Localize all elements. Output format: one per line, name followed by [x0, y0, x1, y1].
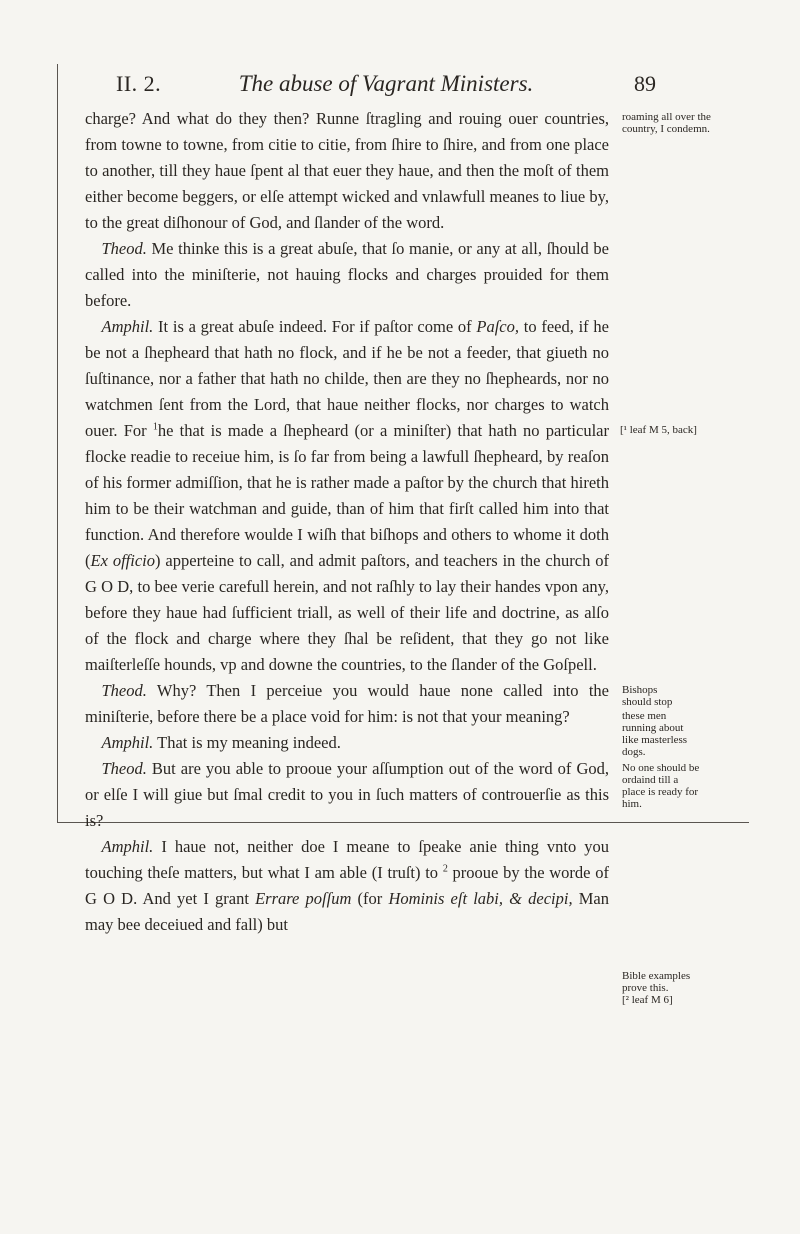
paragraph-1: charge? And what do they then? Runne ſtragling and rouing ouer countries, from towne to towne, from citie to citie, from ſhire to ſhire, and from one place to another, till they haue ſpent al that euer they haue, and then the moſt of them either become beggers, or elſe attempt wicked and vnlawfull meanes to liue by, to the great diſhonour of God, and ſlander of the word. [85, 109, 609, 232]
speech-text: prooue by the worde of G O D. And yet I grant [85, 863, 609, 908]
speech-text: to feed, if he be not a ſhepheard that hath no flock, and if he be not a feeder, that giueth no ſuſtinance, nor a father that hath no childe, then are they no ſhepheards, nor no watchmen ſent from the Lord, that haue neither flocks, nor charges to watch ouer. For [85, 317, 609, 440]
margin-note-bible-examples: Bible examples prove this. [622, 970, 691, 994]
speaker-theod: Theod. [101, 759, 147, 778]
speech-text: It is a great abuſe indeed. For if paſtor come of [153, 317, 477, 336]
margin-note-masterless: these men running about like masterless dogs. [622, 710, 688, 758]
speech-text: (for [351, 889, 389, 908]
paragraph-2 [85, 236, 609, 314]
speech-text: That is my meaning indeed. [153, 733, 341, 752]
footnote-marker: 2 [442, 863, 448, 875]
paragraph-6 [85, 756, 609, 834]
main-text [85, 106, 609, 938]
speech-text: he that is made a ſhepheard (or a miniſter) that hath no particular flocke readie to receiue him, is ſo far from being a lawfull ſhepheard, by reaſon of his former admiſſion, that he is rather made a paſtor by the church that hireth him to be their watchman and guide, than of him that firſt called him into that function. And therefore woulde I wiſh that biſhops and others to whome it doth ( [85, 421, 609, 570]
margin-note-leaf-m6: [² leaf M 6] [622, 994, 673, 1006]
speech-text: Why? Then I perceiue you would haue none called into the miniſterie, before there be a place void for him: is not that your meaning? [85, 681, 609, 726]
footnote-marker: 1 [152, 421, 158, 433]
latin-word: Paſco, [476, 317, 520, 336]
paragraph-3 [85, 314, 609, 678]
speaker-amphil: Amphil. [101, 837, 154, 856]
margin-note-leaf-m5: [¹ leaf M 5, back] [620, 424, 697, 436]
speaker-theod: Theod. [101, 681, 147, 700]
margin-note-ordaind: No one should be ordaind till a place is ready for him. [622, 762, 700, 810]
speaker-amphil: Amphil. [101, 733, 154, 752]
speech-text: ) apperteine to call, and admit paſtors, and teachers in the church of G O D, to bee verie carefull herein, and not raſhly to lay their handes vpon any, before they haue had ſufficient triall, as well of their life and doctrine, as alſo of the flock and charge where they ſhal be reſident, that they go not like maiſterleſſe hounds, vp and downe the countries, to the ſlander of the Goſpell. [85, 551, 609, 674]
speech-text: But are you able to prooue your aſſumption out of the word of God, or elſe I will giue but ſmal credit to you in ſuch matters of controuerſie as this is? [85, 759, 609, 830]
speaker-theod: Theod. [101, 239, 147, 258]
paragraph-4 [85, 678, 609, 730]
page-number: 89 [634, 71, 656, 96]
latin-phrase: Hominis eſt labi, & decipi, [388, 889, 573, 908]
section-number: II. 2. [116, 71, 162, 96]
page-frame-left-rule [57, 64, 58, 822]
speech-text: Man may bee deceiued and fall) but [85, 889, 610, 934]
paragraph-5 [85, 730, 609, 756]
paragraph-7 [85, 834, 609, 938]
running-title: The abuse of Vagrant Ministers. [238, 71, 534, 96]
speaker-amphil: Amphil. [101, 317, 154, 336]
margin-note-bishops: Bishops should stop [622, 684, 673, 708]
latin-phrase: Ex officio [90, 551, 155, 570]
latin-phrase: Errare poſſum [255, 889, 352, 908]
margin-note-roaming: roaming all over the country, I condemn. [622, 111, 711, 135]
speech-text: Me thinke this is a great abuſe, that ſo manie, or any at all, ſhould be called into the miniſterie, not hauing flocks and charges prouided for them before. [85, 239, 609, 310]
speech-text: I haue not, neither doe I meane to ſpeake anie thing vnto you touching theſe matters, but what I am able (I truſt) to [85, 837, 609, 882]
